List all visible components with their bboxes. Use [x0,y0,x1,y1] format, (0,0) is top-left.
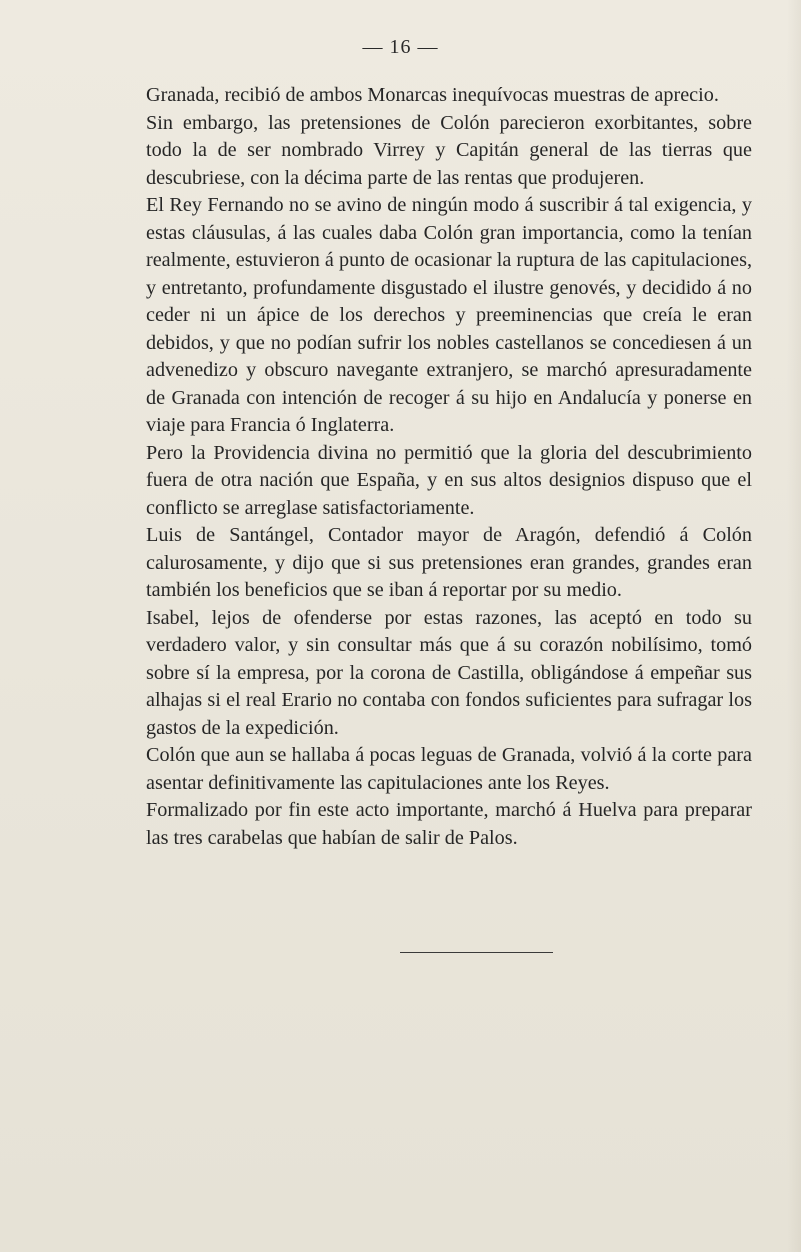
paragraph-1: Granada, recibió de ambos Monarcas inequívocas muestras de aprecio. [146,84,719,106]
paragraph-8: Formalizado por fin este acto importante, marchó á Huelva para preparar las tres carabelas que habían de salir de Palos. [146,799,752,849]
page-number: — 16 — [362,36,439,58]
paragraph-4: Pero la Providencia divina no permitió que la gloria del descubrimiento fuera de otra nación que España, y en sus altos designios dispuso que el conflicto se arreglase satisfactoriamente. [146,441,752,519]
paragraph-3: El Rey Fernando no se avino de ningún modo á suscribir á tal exigencia, y estas cláusulas, á las cuales daba Colón gran importancia, como la tenían realmente, estuvieron á punto de ocasionar la ruptura de las capitulaciones, y entretanto, profundamente disgustado el ilustre genovés, y decidido á no ceder ni un ápice de los derechos y preeminencias que creía le eran debidos, y que no podían sufrir los nobles castellanos se concediesen á un advenedizo y obscuro navegante extranjero, se marchó apresuradamente de Granada con intención de recoger á su hijo en Andalucía y ponerse en viaje para Francia ó Inglaterra. [146,194,752,436]
end-rule [400,952,553,953]
paragraph-5: Luis de Santángel, Contador mayor de Aragón, defendió á Colón calurosamente, y dijo que si sus pretensiones eran grandes, grandes eran también los beneficios que se iban á reportar por su medio. [146,524,752,601]
paragraph-2: Sin embargo, las pretensiones de Colón parecieron exorbitantes, sobre todo la de ser nombrado Virrey y Capitán general de las tierras que descubriese, con la décima parte de las rentas que produjeren. [146,111,752,189]
paragraph-6: Isabel, lejos de ofenderse por estas razones, las aceptó en todo su verdadero valor, y sin consultar más que á su corazón nobilísimo, tomó sobre sí la empresa, por la corona de Castilla, obligándose á empeñar sus alhajas si el real Erario no contaba con fondos suficientes para sufragar los gastos de la expedición. [146,606,752,739]
paragraph-7: Colón que aun se hallaba á pocas leguas de Granada, volvió á la corte para asentar definitivamente las capitulaciones ante los Reyes. [146,744,752,794]
body-text [146,82,752,852]
